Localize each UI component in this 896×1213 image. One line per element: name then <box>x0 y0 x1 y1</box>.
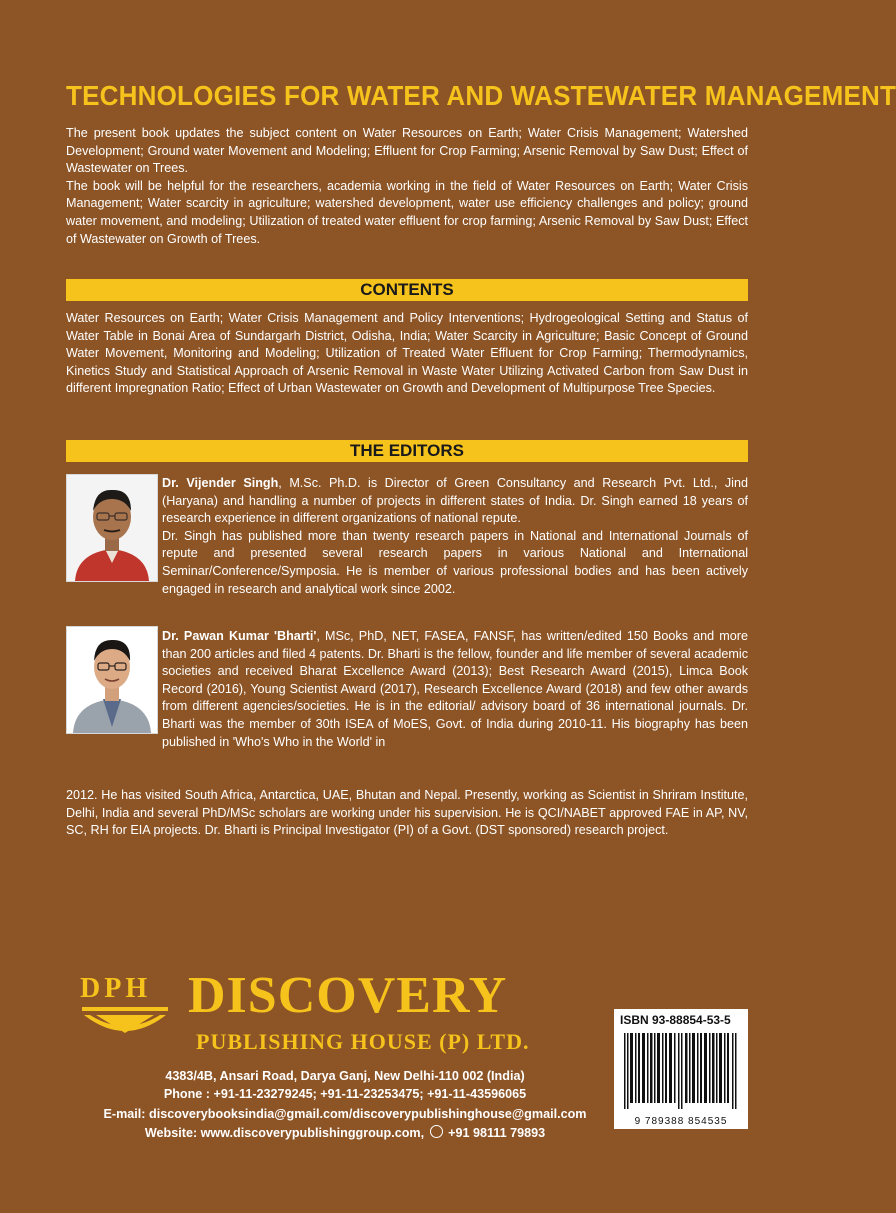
open-book-logo-icon <box>80 1003 170 1043</box>
intro-paragraph-1: The present book updates the subject content on Water Resources on Earth; Water Crisis Management; Watershed Development; Ground water Movement and Modeling; Effluent for Crop Farming; Arsenic Removal by Saw Dust; Effect of Wastewater on Trees. <box>66 126 748 176</box>
editor1-bio-part2: Dr. Singh has published more than twenty research papers in National and International Journals of repute and presented several research papers in various National and International Seminar/Conference/Symposia. He is member of various professional bodies and has been actively engaged in research and analytical work since 2002. <box>162 528 748 596</box>
editor2-bio-part1: , MSc, PhD, NET, FASEA, FANSF, has written/edited 150 Books and more than 200 articles and filed 4 patents. Dr. Bharti is the fellow, founder and life member of several academic societies and received Bharat Excellence Award (2013); Best Research Award (2015), Limca Book Record (2016), Young Scientist Award (2017), Research Excellence Award (2018) and few other awards from different agencies/societies. He is in the editorial/ advisory board of 36 international journals. Dr. Bharti was the member of 30th ISEA of MoES, Govt. of India during 2010-11. His biography has been published in 'Who's Who in the World' in <box>162 629 748 749</box>
publisher-website[interactable]: Website: www.discoverypublishinggroup.com, <box>144 1126 425 1140</box>
editor1-photo <box>66 474 158 582</box>
editor2-portrait-icon <box>67 627 157 733</box>
barcode-icon <box>620 1033 742 1109</box>
contents-heading: CONTENTS <box>66 279 748 301</box>
publisher-name: DISCOVERY <box>188 967 508 1024</box>
editor1-name: Dr. Vijender Singh <box>162 476 279 490</box>
isbn-barcode-box <box>614 1009 748 1129</box>
editor1-portrait-icon <box>67 475 157 581</box>
publisher-phone: Phone : +91-11-23279245; +91-11-23253475; +91-11-43596065 <box>163 1087 527 1101</box>
publisher-website-line <box>60 1124 630 1142</box>
publisher-logo <box>80 975 170 1048</box>
intro-paragraph-2: The book will be helpful for the researchers, academia working in the field of Water Resources on Earth; Water Crisis Management; Water scarcity in agriculture; watershed development, water use efficiency challenges and policy; ground water movement, and modeling; Utilization of treated water effluent for crop farming; Arsenic Removal by Saw Dust; Effect of Wastewater on Growth of Trees. <box>66 178 748 246</box>
editors-heading: THE EDITORS <box>66 440 748 462</box>
editor1-bio <box>162 475 748 598</box>
isbn-barcode-number: 9 789388 854535 <box>634 1116 728 1127</box>
logo-letters: DPH <box>80 973 152 1004</box>
contents-text: Water Resources on Earth; Water Crisis Management and Policy Interventions; Hydrogeological Setting and Status of Water Table in Bonai Area of Sundargarh District, Odisha, India; Water Scarcity in Agriculture; Basic Concept of Ground Water Movement, Monitoring and Modeling; Utilization of Treated Water Effluent for Crop Farming; Thermodynamics, Kinetics Study and Statistical Approach of Arsenic Removal in Waste Water Utilizing Activated Carbon from Saw Dust in different Impregnation Ratio; Effect of Urban Wastewater on Growth and Development of Multipurpose Tree Species. <box>66 311 748 396</box>
editor2-photo <box>66 626 158 734</box>
editor2-bio-continued: 2012. He has visited South Africa, Antarctica, UAE, Bhutan and Nepal. Presently, working as Scientist in Shriram Institute, Delhi, India and several PhD/MSc scholars are working under his supervision. He is QCI/NABET approved FAE in AP, NV, SC, RH for EIA projects. Dr. Bharti is Principal Investigator (PI) of a Govt. (DST sponsored) research project. <box>66 788 748 838</box>
publisher-address: 4383/4B, Ansari Road, Darya Ganj, New Delhi-110 002 (India) <box>165 1069 525 1083</box>
editor1-bio-part1: , M.Sc. Ph.D. is Director of Green Consultancy and Research Pvt. Ltd., Jind (Haryana) and handling a number of projects in different states of India. Dr. Singh earned 18 years of research experience in different organizations of national repute. <box>162 476 748 526</box>
isbn-label: ISBN 93-88854-53-5 <box>620 1013 731 1027</box>
book-title: TECHNOLOGIES FOR WATER AND WASTEWATER MANAGEMENT <box>66 80 896 111</box>
publisher-whatsapp: +91 98111 79893 <box>448 1126 546 1140</box>
whatsapp-icon <box>430 1125 443 1138</box>
publisher-subname: PUBLISHING HOUSE (P) LTD. <box>196 1029 530 1054</box>
intro-text <box>66 125 748 248</box>
editor2-name: Dr. Pawan Kumar 'Bharti' <box>162 629 317 643</box>
publisher-email: E-mail: discoverybooksindia@gmail.com/discoverypublishinghouse@gmail.com <box>103 1107 587 1121</box>
editor2-bio <box>162 628 748 751</box>
